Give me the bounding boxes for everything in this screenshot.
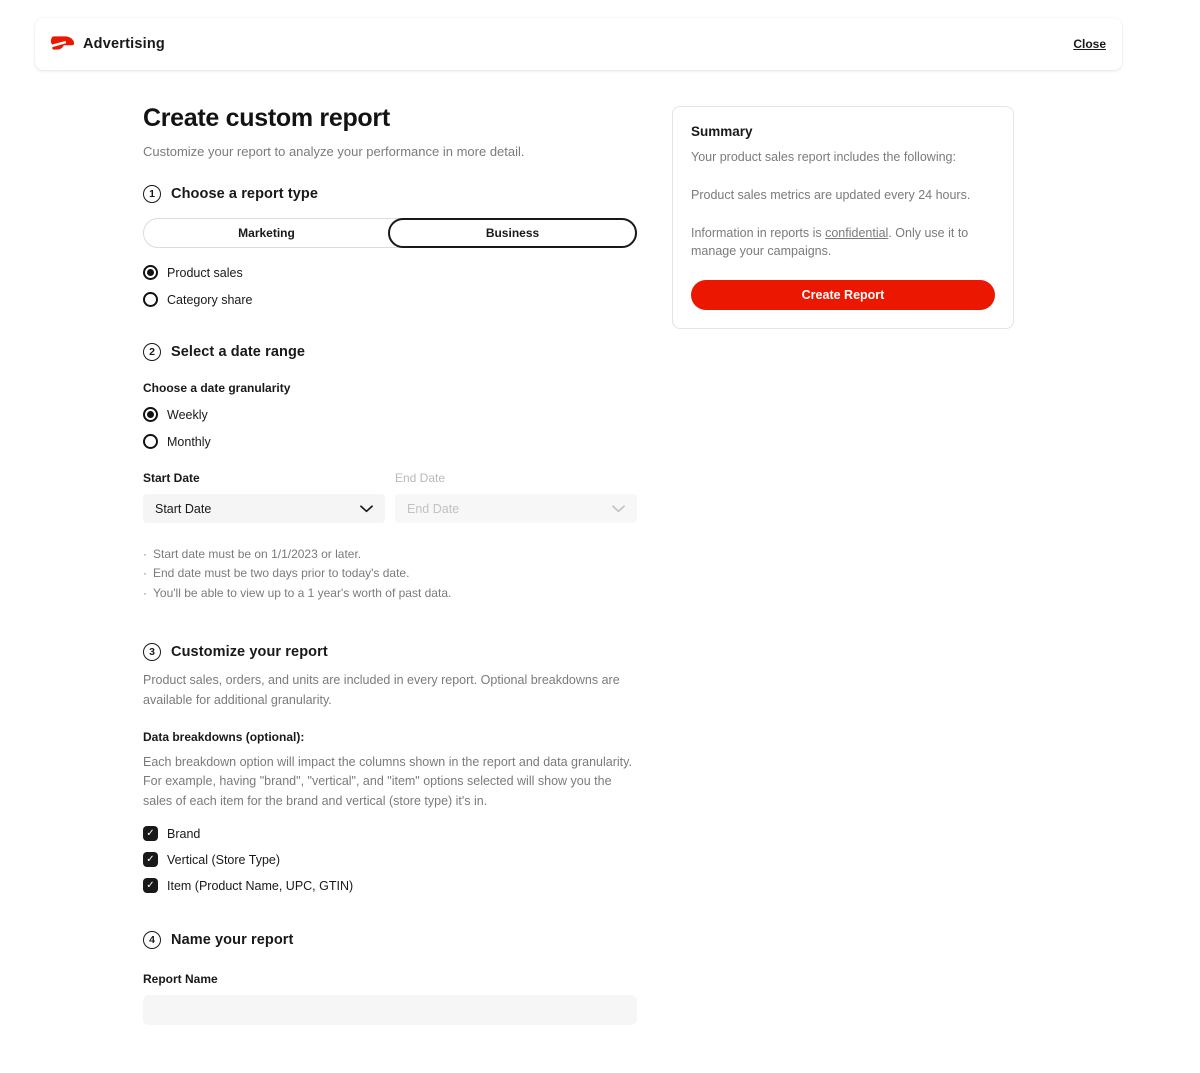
- checkbox-checked-icon: ✓: [143, 878, 158, 893]
- brand: [50, 35, 165, 53]
- radio-icon: [143, 434, 158, 449]
- chevron-down-icon: [612, 505, 625, 513]
- breakdowns-label: Data breakdowns (optional):: [143, 730, 305, 745]
- close-link[interactable]: Close: [1073, 37, 1106, 51]
- radio-label: Product sales: [167, 265, 243, 280]
- summary-line-3: Information in reports is confidential. Only use it to manage your campaigns.: [691, 225, 969, 259]
- step-2-title: Select a date range: [171, 344, 306, 360]
- report-name-input[interactable]: [143, 995, 637, 1025]
- step-2-section: [143, 343, 637, 603]
- report-type-segmented-control: [143, 218, 637, 248]
- step-3-description: Product sales, orders, and units are included in every report. Optional breakdowns are available for additional granularity.: [143, 673, 620, 707]
- summary-card: [672, 106, 1014, 329]
- end-date-field: [395, 471, 637, 523]
- step-1-number-icon: 1: [143, 185, 161, 203]
- step-1-heading: [143, 185, 637, 203]
- step-2-heading: [143, 343, 637, 361]
- granularity-label: Choose a date granularity: [143, 381, 291, 395]
- radio-category-share[interactable]: [143, 292, 637, 307]
- radio-monthly[interactable]: [143, 434, 637, 449]
- summary-title: Summary: [691, 124, 753, 139]
- start-date-value: Start Date: [155, 501, 212, 516]
- checkbox-label: Brand: [167, 826, 201, 841]
- step-3-title: Customize your report: [171, 644, 328, 661]
- start-date-select[interactable]: [143, 494, 385, 523]
- breakdown-options: [143, 826, 637, 893]
- note-item: · End date must be two days prior to today's date.: [143, 564, 637, 583]
- report-form: [143, 104, 637, 1025]
- step-3-section: [143, 643, 637, 893]
- end-date-placeholder: End Date: [407, 501, 460, 516]
- note-item: · You'll be able to view up to a 1 year's worth of past data.: [143, 584, 637, 603]
- checkbox-checked-icon: ✓: [143, 852, 158, 867]
- step-4-heading: [143, 931, 637, 949]
- main-content: [143, 104, 1014, 1025]
- summary-line-1: Your product sales report includes the following:: [691, 150, 956, 164]
- radio-weekly[interactable]: [143, 407, 637, 422]
- step-1-section: [143, 185, 637, 307]
- chevron-down-icon: [360, 505, 373, 513]
- end-date-select[interactable]: [395, 494, 637, 523]
- breakdowns-description: Each breakdown option will impact the columns shown in the report and data granularity. For example, having "brand", "vertical", and "item" options selected will show you the sales of each item for the brand and vertical (store type) it's in.: [143, 755, 632, 808]
- checkbox-vertical[interactable]: [143, 852, 637, 867]
- granularity-options: [143, 407, 637, 449]
- tab-marketing[interactable]: Marketing: [238, 226, 295, 240]
- checkbox-item[interactable]: [143, 878, 637, 893]
- note-item: · Start date must be on 1/1/2023 or later.: [143, 545, 637, 564]
- date-range-row: [143, 471, 637, 523]
- checkbox-checked-icon: ✓: [143, 826, 158, 841]
- checkbox-label: Item (Product Name, UPC, GTIN): [167, 878, 354, 893]
- step-4-number-icon: 4: [143, 931, 161, 949]
- confidential-link[interactable]: confidential: [825, 225, 889, 240]
- brand-name: Advertising: [83, 36, 165, 52]
- radio-label: Weekly: [167, 407, 208, 422]
- header-bar: [35, 18, 1122, 70]
- create-report-button[interactable]: Create Report: [691, 280, 995, 310]
- tab-business[interactable]: Business: [388, 218, 637, 248]
- step-3-heading: [143, 643, 637, 661]
- radio-label: Monthly: [167, 434, 211, 449]
- radio-product-sales[interactable]: [143, 265, 637, 280]
- step-2-number-icon: 2: [143, 343, 161, 361]
- radio-icon: [143, 407, 158, 422]
- report-name-label: Report Name: [143, 972, 218, 987]
- radio-icon: [143, 265, 158, 280]
- summary-panel: [672, 104, 1014, 329]
- step-1-title: Choose a report type: [171, 186, 319, 202]
- step-3-number-icon: 3: [143, 643, 161, 661]
- summary-line-2: Product sales metrics are updated every 24 hours.: [691, 187, 971, 202]
- step-4-section: [143, 931, 637, 1025]
- radio-label: Category share: [167, 292, 253, 307]
- page-title: Create custom report: [143, 104, 390, 132]
- start-date-field: [143, 471, 385, 523]
- end-date-label: End Date: [395, 471, 446, 485]
- radio-icon: [143, 292, 158, 307]
- checkbox-label: Vertical (Store Type): [167, 852, 281, 867]
- start-date-label: Start Date: [143, 471, 200, 485]
- checkbox-brand[interactable]: [143, 826, 637, 841]
- date-range-notes: [143, 545, 637, 603]
- page-subtitle: Customize your report to analyze your performance in more detail.: [143, 144, 525, 159]
- step-4-title: Name your report: [171, 932, 294, 949]
- report-type-options: [143, 265, 637, 307]
- doordash-logo-icon: [50, 35, 75, 53]
